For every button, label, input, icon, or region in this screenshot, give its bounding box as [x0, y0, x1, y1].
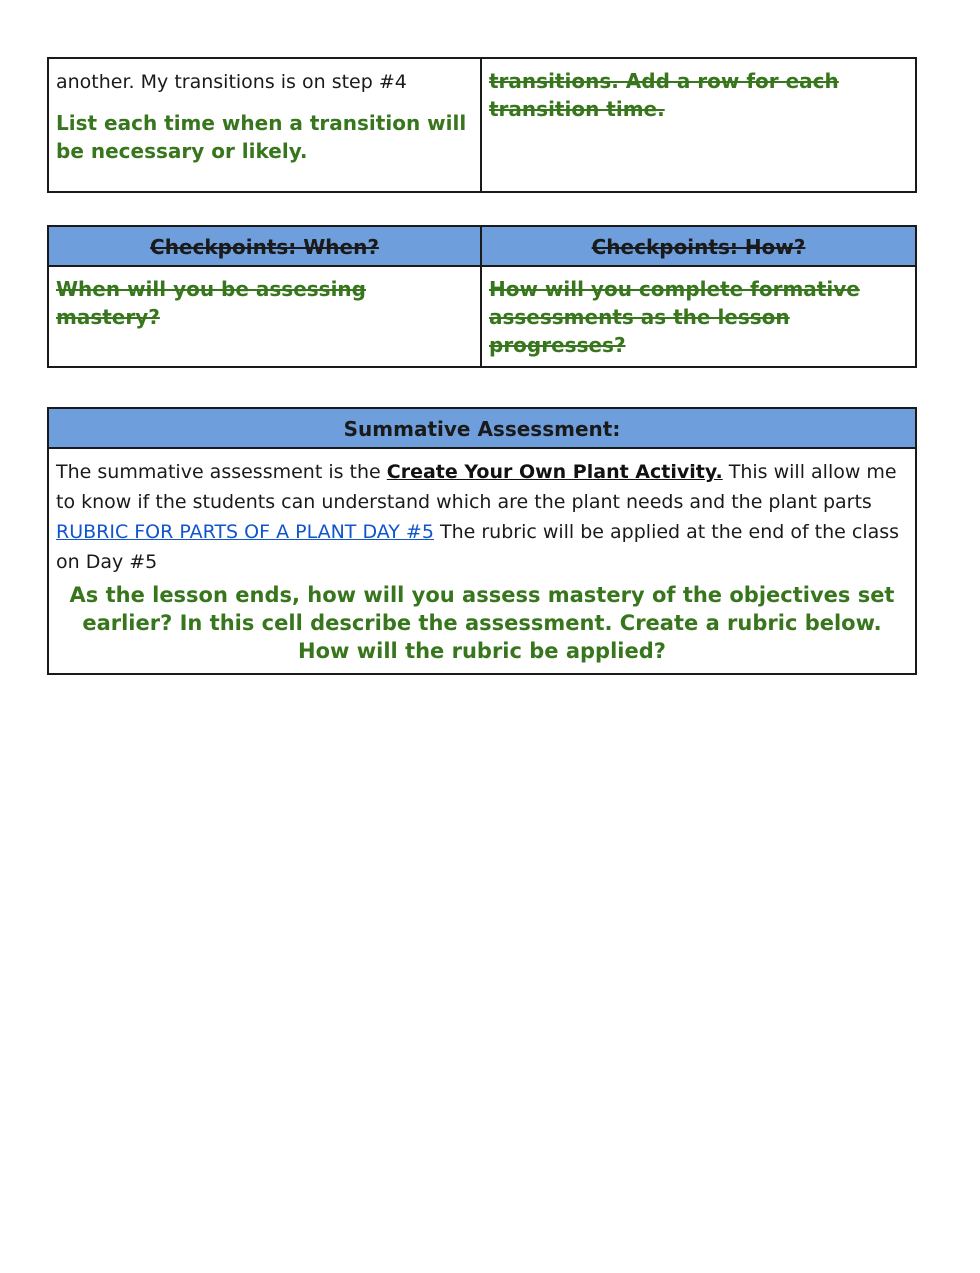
rubric-description	[56, 517, 908, 577]
transitions-left-cell	[48, 58, 481, 192]
summative-prompt: As the lesson ends, how will you assess mastery of the objectives set earlier? In this cell describe the assessment. Create a rubric below. How will the rubric be applied?	[69, 583, 895, 663]
checkpoints-how-prompt: How will you complete formative assessments as the lesson progresses?	[489, 277, 860, 357]
summative-table	[47, 407, 917, 675]
transitions-table	[47, 57, 917, 193]
rubric-after-text: The rubric will be applied at the end of the class on Day #5	[56, 521, 900, 573]
transitions-left-prompt: List each time when a transition will be necessary or likely.	[56, 111, 467, 163]
checkpoints-how-header-text: Checkpoints: How?	[591, 235, 806, 259]
transitions-right-cell	[481, 58, 916, 192]
create-plant-activity-link[interactable]: Create Your Own Plant Activity.	[386, 461, 723, 483]
checkpoints-how-header	[481, 226, 916, 266]
transitions-right-prompt: transitions. Add a row for each transition time.	[489, 69, 839, 121]
summative-body-row	[48, 448, 916, 674]
checkpoints-table	[47, 225, 917, 368]
checkpoints-when-header	[48, 226, 481, 266]
transitions-row	[48, 58, 916, 192]
rubric-link[interactable]: RUBRIC FOR PARTS OF A PLANT DAY #5	[56, 521, 434, 543]
summative-header	[48, 408, 916, 448]
summative-intro-text: The summative assessment is the	[56, 461, 387, 483]
checkpoints-when-header-text: Checkpoints: When?	[150, 235, 379, 259]
summative-body-cell	[48, 448, 916, 674]
summative-header-row	[48, 408, 916, 448]
checkpoints-body-row	[48, 266, 916, 367]
summative-after-link-text: This will allow me to know if the students can understand which are the plant needs and the plant parts	[56, 461, 897, 513]
summative-description	[56, 457, 908, 517]
transitions-step-text: another. My transitions is on step #4	[56, 71, 407, 93]
checkpoints-how-cell	[481, 266, 916, 367]
summative-header-text: Summative Assessment:	[343, 417, 621, 441]
checkpoints-header-row	[48, 226, 916, 266]
checkpoints-when-cell	[48, 266, 481, 367]
checkpoints-when-prompt: When will you be assessing mastery?	[56, 277, 366, 329]
